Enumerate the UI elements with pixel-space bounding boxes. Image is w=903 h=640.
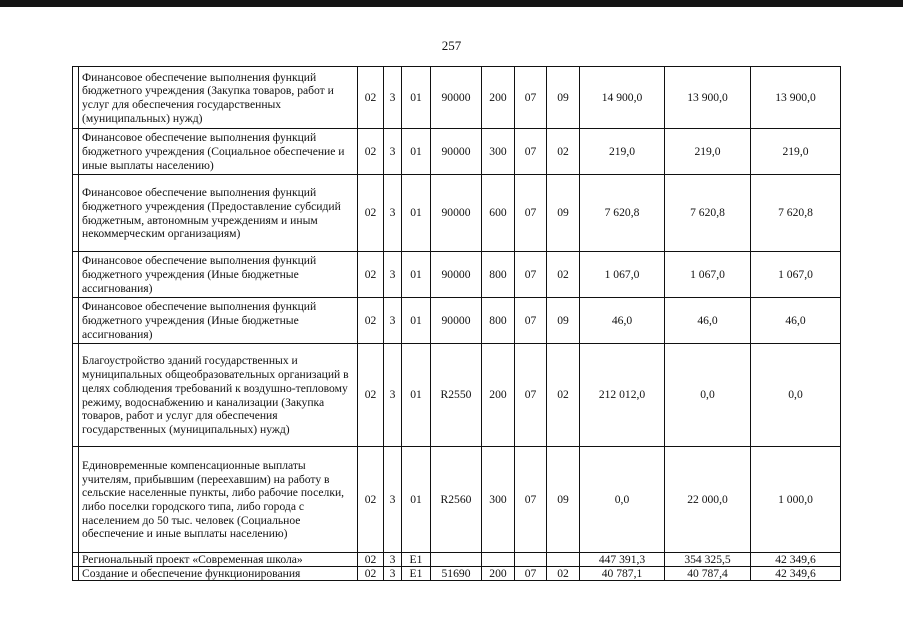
code-cell: 600 <box>482 175 515 252</box>
code-cell: E1 <box>402 553 431 567</box>
amount-cell: 219,0 <box>751 129 841 175</box>
amount-cell: 219,0 <box>580 129 665 175</box>
budget-table <box>72 66 841 581</box>
code-cell: E1 <box>402 567 431 581</box>
amount-cell: 7 620,8 <box>580 175 665 252</box>
code-cell: 01 <box>402 252 431 298</box>
amount-cell: 14 900,0 <box>580 67 665 129</box>
code-cell: 07 <box>515 175 547 252</box>
row-name: Финансовое обеспечение выполнения функций бюджетного учреждения (Иные бюджетные ассигнования) <box>79 298 358 344</box>
code-cell: 02 <box>358 175 384 252</box>
table-row <box>73 67 841 129</box>
code-cell: 3 <box>384 129 402 175</box>
table-row <box>73 252 841 298</box>
amount-cell: 13 900,0 <box>665 67 751 129</box>
row-name: Финансовое обеспечение выполнения функций бюджетного учреждения (Закупка товаров, работ и услуг для обеспечения государственных (муниципальных) нужд) <box>79 67 358 129</box>
code-cell: 02 <box>358 567 384 581</box>
amount-cell: 1 000,0 <box>751 447 841 553</box>
amount-cell: 354 325,5 <box>665 553 751 567</box>
code-cell: 3 <box>384 252 402 298</box>
code-cell: 3 <box>384 344 402 447</box>
code-cell: 3 <box>384 175 402 252</box>
code-cell: 3 <box>384 298 402 344</box>
code-cell: 3 <box>384 447 402 553</box>
row-name: Финансовое обеспечение выполнения функций бюджетного учреждения (Предоставление субсидий бюджетным, автономным учреждениям и иным некоммерческим организациям) <box>79 175 358 252</box>
amount-cell: 0,0 <box>580 447 665 553</box>
code-cell: 3 <box>384 567 402 581</box>
code-cell: 07 <box>515 344 547 447</box>
code-cell: 02 <box>358 298 384 344</box>
row-name: Финансовое обеспечение выполнения функций бюджетного учреждения (Социальное обеспечение и иные выплаты населению) <box>79 129 358 175</box>
code-cell <box>431 553 482 567</box>
code-cell: 02 <box>547 567 580 581</box>
table-row <box>73 344 841 447</box>
code-cell: 01 <box>402 298 431 344</box>
code-cell: 09 <box>547 175 580 252</box>
code-cell: 01 <box>402 344 431 447</box>
code-cell: 90000 <box>431 298 482 344</box>
code-cell: 07 <box>515 298 547 344</box>
code-cell: 200 <box>482 344 515 447</box>
page-number: 257 <box>441 38 462 53</box>
code-cell: 800 <box>482 298 515 344</box>
amount-cell: 40 787,1 <box>580 567 665 581</box>
code-cell: 07 <box>515 67 547 129</box>
code-cell: 02 <box>358 447 384 553</box>
table-row <box>73 553 841 567</box>
code-cell: 01 <box>402 447 431 553</box>
amount-cell: 0,0 <box>665 344 751 447</box>
amount-cell: 13 900,0 <box>751 67 841 129</box>
amount-cell: 7 620,8 <box>665 175 751 252</box>
code-cell: 200 <box>482 67 515 129</box>
amount-cell: 22 000,0 <box>665 447 751 553</box>
code-cell: 02 <box>358 553 384 567</box>
table-row <box>73 447 841 553</box>
code-cell: 09 <box>547 298 580 344</box>
code-cell: 07 <box>515 567 547 581</box>
row-name: Региональный проект «Современная школа» <box>79 553 358 567</box>
amount-cell: 212 012,0 <box>580 344 665 447</box>
code-cell: 90000 <box>431 252 482 298</box>
code-cell: 90000 <box>431 129 482 175</box>
code-cell <box>515 553 547 567</box>
amount-cell: 46,0 <box>580 298 665 344</box>
code-cell: 90000 <box>431 67 482 129</box>
table-row <box>73 129 841 175</box>
code-cell: 02 <box>358 252 384 298</box>
code-cell: 02 <box>547 252 580 298</box>
amount-cell: 40 787,4 <box>665 567 751 581</box>
amount-cell: 447 391,3 <box>580 553 665 567</box>
code-cell: 300 <box>482 129 515 175</box>
code-cell: 09 <box>547 67 580 129</box>
row-name: Единовременные компенсационные выплаты учителям, прибывшим (переехавшим) на работу в сельские населенные пункты, либо рабочие поселки, либо поселки городского типа, либо города с населением до 50 тыс. человек (Социальное обеспечение и иные выплаты населению) <box>79 447 358 553</box>
amount-cell: 1 067,0 <box>665 252 751 298</box>
row-name: Благоустройство зданий государственных и муниципальных общеобразовательных организаций в целях соблюдения требований к воздушно-тепловому режиму, водоснабжению и канализации (Закупка товаров, работ и услуг для обеспечения государственных (муниципальных) нужд) <box>79 344 358 447</box>
amount-cell: 42 349,6 <box>751 553 841 567</box>
amount-cell: 7 620,8 <box>751 175 841 252</box>
code-cell: 300 <box>482 447 515 553</box>
code-cell: R2560 <box>431 447 482 553</box>
row-name: Финансовое обеспечение выполнения функций бюджетного учреждения (Иные бюджетные ассигнования) <box>79 252 358 298</box>
code-cell: 01 <box>402 129 431 175</box>
table-row <box>73 175 841 252</box>
amount-cell: 0,0 <box>751 344 841 447</box>
code-cell: 800 <box>482 252 515 298</box>
code-cell: 02 <box>547 129 580 175</box>
table-row <box>73 298 841 344</box>
code-cell: 3 <box>384 553 402 567</box>
code-cell: 200 <box>482 567 515 581</box>
code-cell: 02 <box>358 129 384 175</box>
code-cell: 07 <box>515 447 547 553</box>
row-name: Создание и обеспечение функционирования <box>79 567 358 581</box>
code-cell: 02 <box>358 344 384 447</box>
amount-cell: 46,0 <box>665 298 751 344</box>
code-cell: 51690 <box>431 567 482 581</box>
amount-cell: 219,0 <box>665 129 751 175</box>
code-cell: 01 <box>402 67 431 129</box>
amount-cell: 1 067,0 <box>580 252 665 298</box>
code-cell: 02 <box>358 67 384 129</box>
amount-cell: 46,0 <box>751 298 841 344</box>
amount-cell: 1 067,0 <box>751 252 841 298</box>
code-cell <box>482 553 515 567</box>
code-cell: 3 <box>384 67 402 129</box>
code-cell: 02 <box>547 344 580 447</box>
code-cell <box>547 553 580 567</box>
code-cell: 90000 <box>431 175 482 252</box>
code-cell: 07 <box>515 129 547 175</box>
code-cell: 01 <box>402 175 431 252</box>
code-cell: R2550 <box>431 344 482 447</box>
code-cell: 07 <box>515 252 547 298</box>
amount-cell: 42 349,6 <box>751 567 841 581</box>
code-cell: 09 <box>547 447 580 553</box>
top-edge-bar <box>0 0 903 7</box>
table-row <box>73 567 841 581</box>
